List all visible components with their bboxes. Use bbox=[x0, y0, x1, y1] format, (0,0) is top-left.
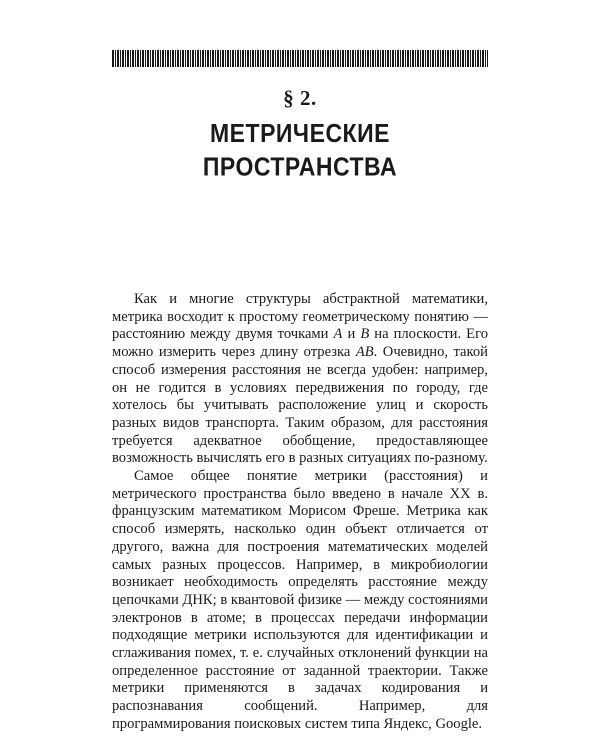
decorative-header-rule bbox=[112, 50, 488, 67]
point-a: A bbox=[333, 326, 343, 343]
paragraph-1 bbox=[112, 291, 488, 468]
paragraph-1-part-1: Как и многие структуры абстрактной математики, метрика восходит к простому геометрическому понятию — расстоянию между двумя точками bbox=[112, 291, 488, 343]
chapter-title-line-2: ПРОСТРАНСТВА bbox=[202, 151, 398, 181]
paragraph-1-part-2: на плоскости. Его можно измерить через длину отрезка bbox=[112, 326, 488, 361]
paragraph-2: Самое общее понятие метрики (расстояния) и метрического пространства было введено в начале XX в. французским математиком Морисом Фреше. Метрика как способ измерять, насколько один объект отличается от другого, важна для построения математических моделей самых разных процессов. Например, в микробиологии возникает необходимость определять расстояние между цепочками ДНК; в квантовой физике — между состояниями электронов в атоме; в процессах передачи информации подходящие метрики используются для идентификации и сглаживания помех, т. е. случайных отклонений функции на определенное расстояние от заданной траектории. Также метрики применяются в задачах кодирования и распознавания сообщений. Например, для программирования поисковых систем типа Яндекс, Google. bbox=[112, 468, 488, 732]
segment-ab: AB bbox=[355, 344, 374, 361]
chapter-title bbox=[0, 116, 600, 183]
chapter-title-line-1: МЕТРИЧЕСКИЕ bbox=[210, 118, 390, 148]
and-word: и bbox=[342, 326, 361, 343]
section-number: § 2. bbox=[283, 86, 317, 110]
paragraph-1-part-3: . Очевидно, такой способ измерения расстояния не всегда удобен: например, он не годится в условиях передвижения по городу, где хотелось бы учитывать расположение улиц и скорость разных видов транспорта. Таким образом, для расстояния требуется адекватное обобщение, предоставляющее возможность вычислять его в разных ситуациях по-разному. bbox=[112, 344, 488, 467]
body-text bbox=[112, 291, 488, 734]
point-b: B bbox=[360, 326, 370, 343]
